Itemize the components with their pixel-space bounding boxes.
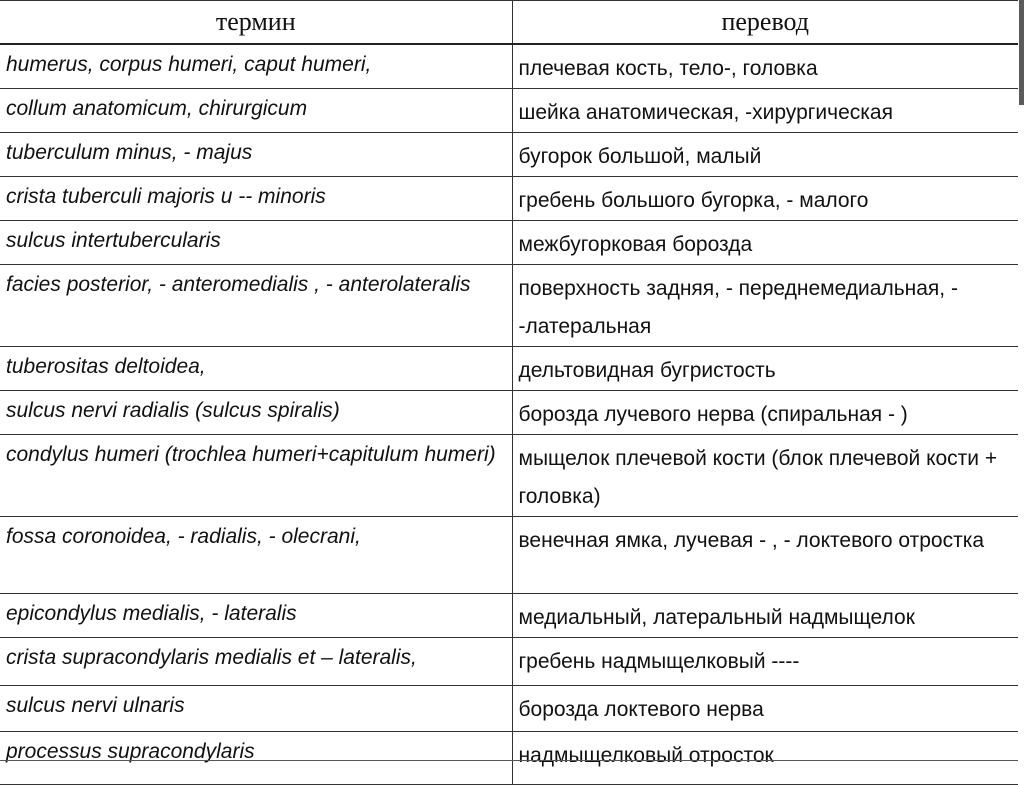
right-edge-bar <box>1019 0 1024 105</box>
table-row <box>0 89 1018 133</box>
translation-cell: шейка анатомическая, -хирургическая <box>512 89 1018 133</box>
term-cell: facies posterior, - anteromedialis , - anterolateralis <box>0 265 512 347</box>
table-row <box>0 391 1018 435</box>
table-row <box>0 638 1018 686</box>
term-cell: tuberculum minus, - majus <box>0 133 512 177</box>
table-row <box>0 177 1018 221</box>
table-row <box>0 265 1018 347</box>
translation-cell: гребень большого бугорка, - малого <box>512 177 1018 221</box>
translation-cell: мыщелок плечевой кости (блок плечевой кости + головка) <box>512 435 1018 517</box>
table-row <box>0 435 1018 517</box>
header-term: термин <box>0 1 512 45</box>
translation-cell: бугорок большой, малый <box>512 133 1018 177</box>
table-row <box>0 133 1018 177</box>
translation-cell: плечевая кость, тело-, головка <box>512 44 1018 89</box>
term-cell: processus supracondylaris <box>0 732 512 785</box>
term-cell: humerus, corpus humeri, caput humeri, <box>0 44 512 89</box>
header-translation: перевод <box>512 1 1018 45</box>
translation-cell: медиальный, латеральный надмыщелок <box>512 594 1018 638</box>
term-cell: tuberositas deltoidea, <box>0 347 512 391</box>
term-cell: sulcus intertubercularis <box>0 221 512 265</box>
term-cell: crista tuberculi majoris и -- minoris <box>0 177 512 221</box>
table-row <box>0 686 1018 732</box>
translation-cell: межбугорковая борозда <box>512 221 1018 265</box>
bottom-rule <box>0 760 1018 761</box>
translation-cell: надмыщелковый отросток <box>512 732 1018 785</box>
translation-cell: гребень надмыщелковый ---- <box>512 638 1018 686</box>
translation-cell: поверхность задняя, - переднемедиальная, - -латеральная <box>512 265 1018 347</box>
term-cell: sulcus nervi radialis (sulcus spiralis) <box>0 391 512 435</box>
translation-cell: венечная ямка, лучевая - , - локтевого отростка <box>512 517 1018 594</box>
term-cell: condylus humeri (trochlea humeri+capitulum humeri) <box>0 435 512 517</box>
term-cell: fossa coronoidea, - radialis, - olecrani, <box>0 517 512 594</box>
table-row <box>0 347 1018 391</box>
term-cell: crista supracondylaris medialis et – lateralis, <box>0 638 512 686</box>
header-row <box>0 1 1018 45</box>
table-row <box>0 44 1018 89</box>
translation-cell: борозда локтевого нерва <box>512 686 1018 732</box>
term-cell: collum anatomicum, chirurgicum <box>0 89 512 133</box>
table-row <box>0 732 1018 785</box>
table-row <box>0 517 1018 594</box>
table-row <box>0 221 1018 265</box>
term-cell: epicondylus medialis, - lateralis <box>0 594 512 638</box>
term-cell: sulcus nervi ulnaris <box>0 686 512 732</box>
table-row <box>0 594 1018 638</box>
translation-cell: дельтовидная бугристость <box>512 347 1018 391</box>
translation-cell: борозда лучевого нерва (спиральная - ) <box>512 391 1018 435</box>
